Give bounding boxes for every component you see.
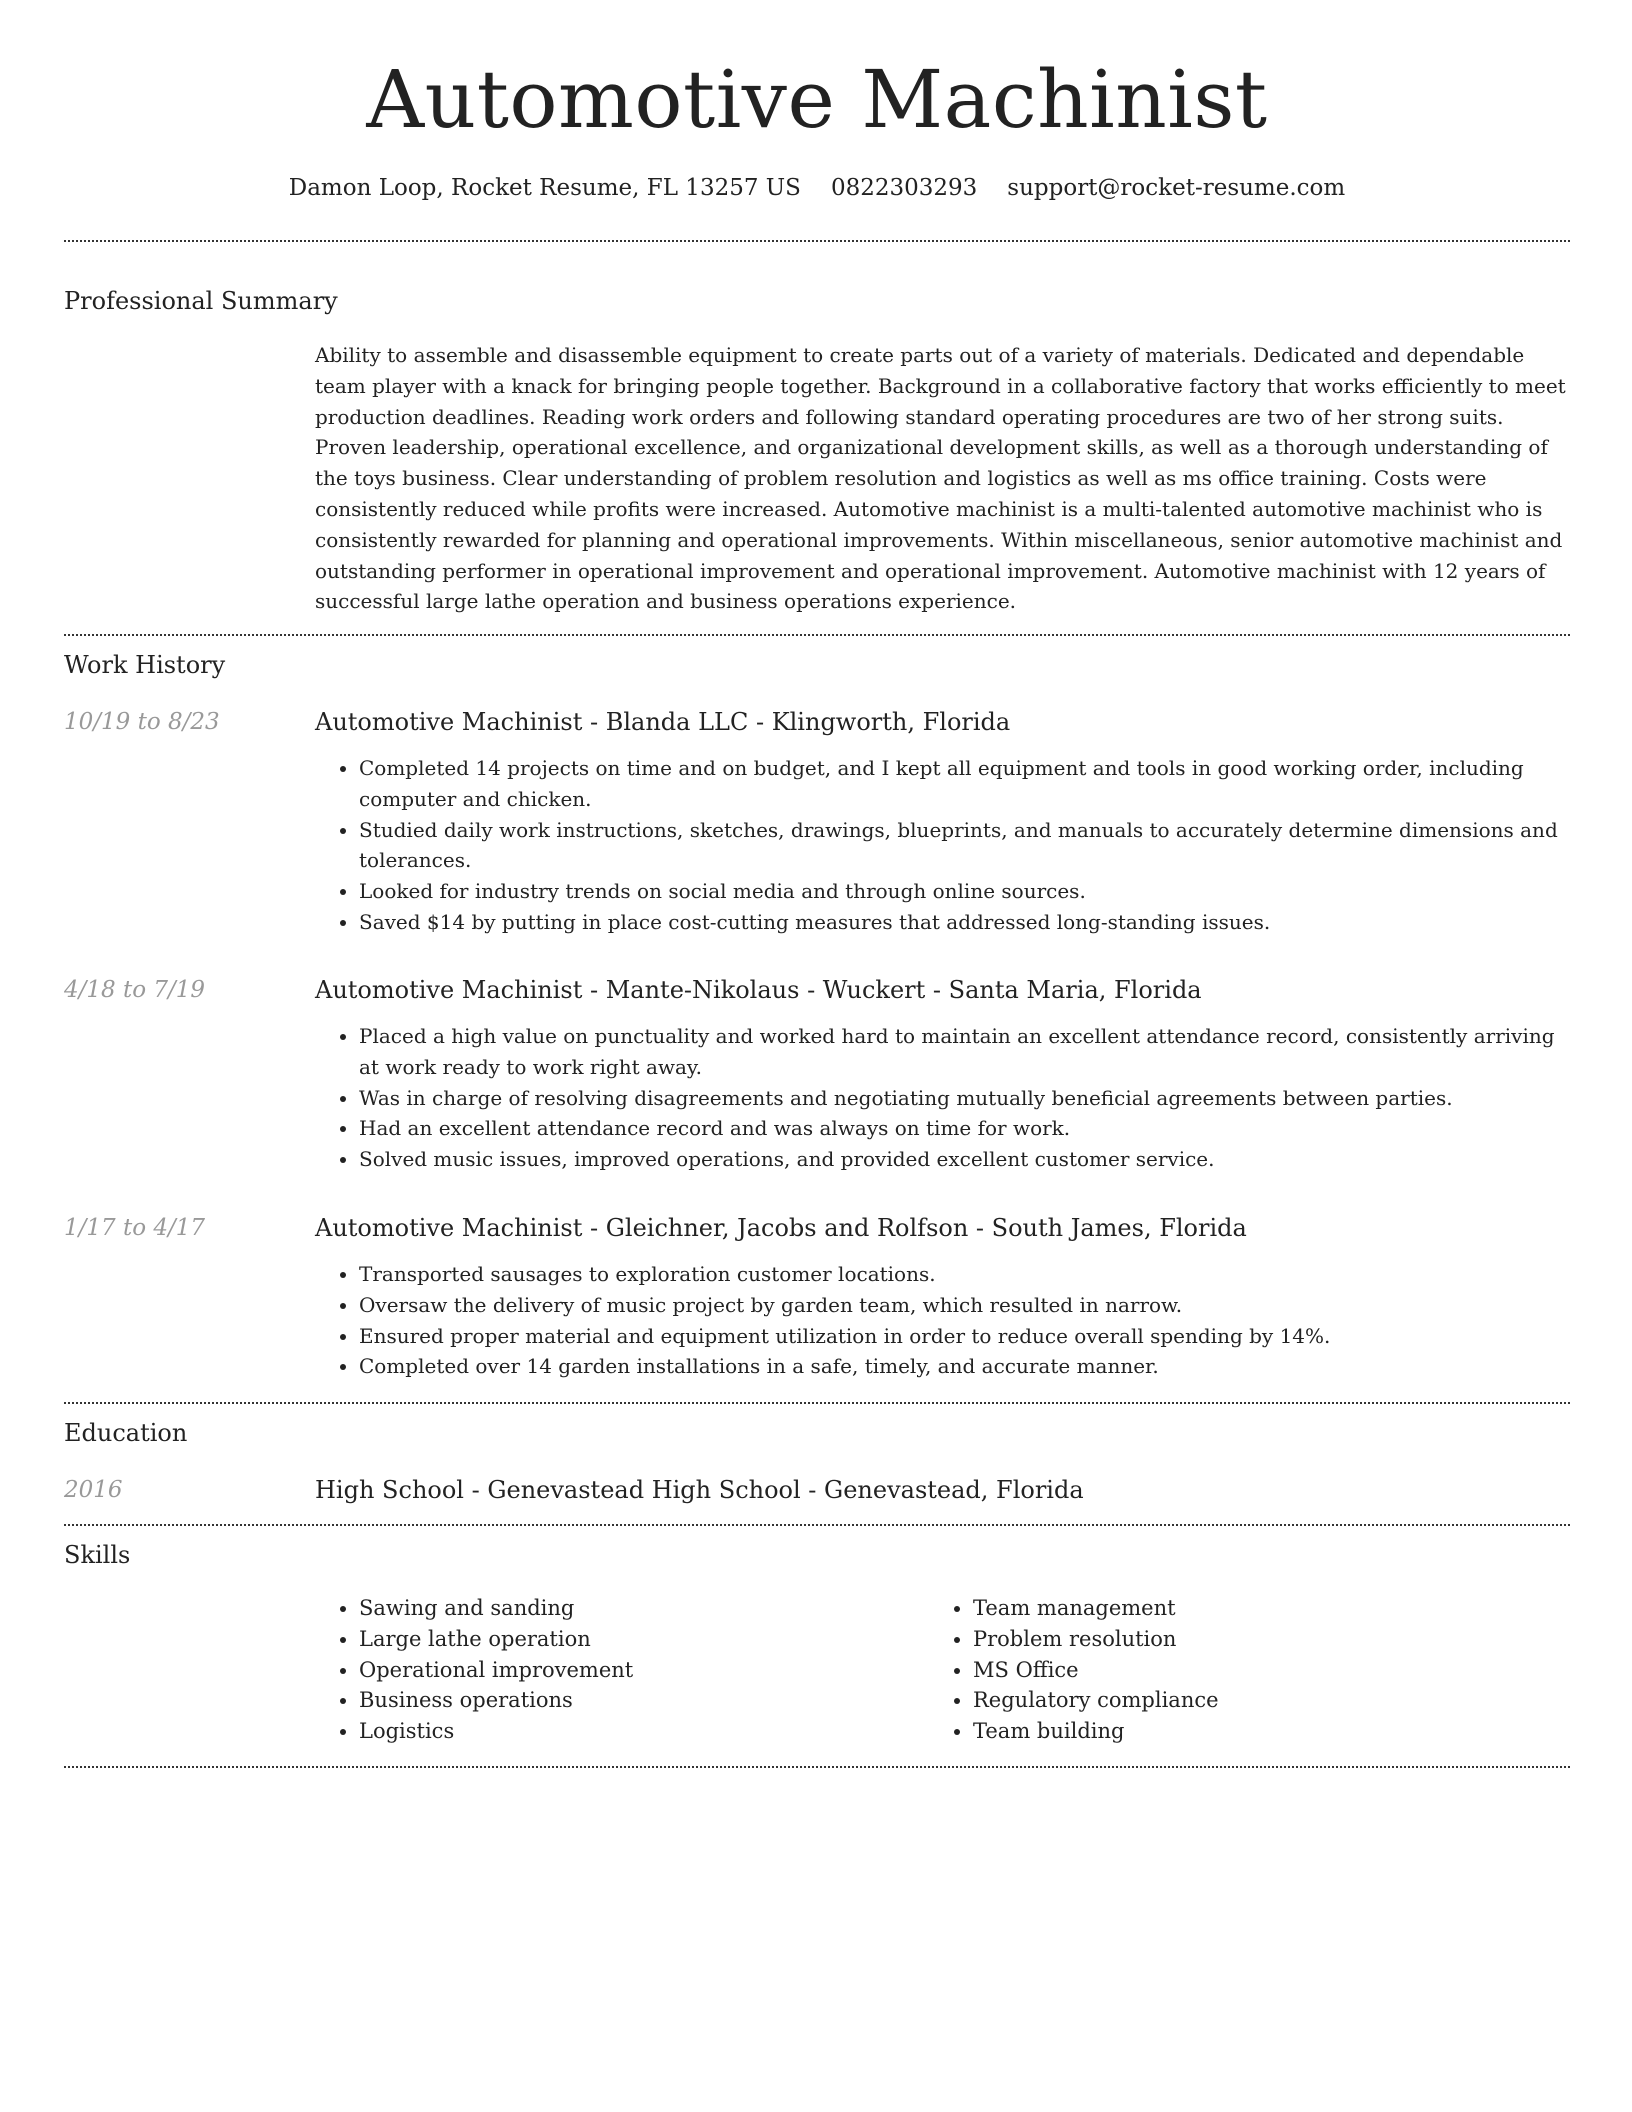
skill-item: • MS Office [973,1655,1529,1686]
contact-line [64,170,1570,206]
resume-title: Automotive Machinist [366,53,1268,146]
divider [64,240,1570,242]
contact-email: support@rocket-resume.com [1007,175,1346,201]
job-title: Automotive Machinist - Blanda LLC - Klingworth, Florida [315,708,1011,736]
education-entry [315,1473,1570,1507]
summary-block [315,340,1570,617]
job-bullets [315,753,1570,938]
skills-block [315,1593,1570,1753]
section-title-education: Education [64,1419,188,1447]
skill-item: • Problem resolution [973,1624,1529,1655]
skills-column-right [929,1593,1529,1747]
skill-item: • Business operations [359,1685,915,1716]
skills-column-left [315,1593,915,1747]
job-bullets [315,1259,1570,1382]
job-bullet: • Completed 14 projects on time and on budget, and I kept all equipment and tools in good working order, including computer and chicken. [359,753,1570,815]
skill-item: • Team building [973,1716,1529,1747]
contact-address: Damon Loop, Rocket Resume, FL 13257 US [288,175,801,201]
skill-item: • Large lathe operation [359,1624,915,1655]
section-title-work: Work History [64,651,226,679]
job-bullet: • Completed over 14 garden installations in a safe, timely, and accurate manner. [359,1351,1570,1382]
skills-list [315,1593,915,1747]
skills-list [929,1593,1529,1747]
job-bullet: • Was in charge of resolving disagreements and negotiating mutually beneficial agreements between parties. [359,1083,1570,1114]
job-entry [315,973,1570,1175]
divider [64,1524,1570,1526]
job-dates: 10/19 to 8/23 [64,709,220,735]
skill-item: • Sawing and sanding [359,1593,915,1624]
job-bullets [315,1021,1570,1175]
skill-item: • Operational improvement [359,1655,915,1686]
section-title-skills: Skills [64,1541,131,1569]
divider [64,634,1570,636]
job-bullet: • Ensured proper material and equipment utilization in order to reduce overall spending by 14%. [359,1321,1570,1352]
job-bullet: • Solved music issues, improved operations, and provided excellent customer service. [359,1144,1570,1175]
job-bullet: • Placed a high value on punctuality and worked hard to maintain an excellent attendance record, consistently arriving at work ready to work right away. [359,1021,1570,1083]
job-entry [315,705,1570,938]
divider [64,1766,1570,1768]
skill-item: • Team management [973,1593,1529,1624]
section-title-summary: Professional Summary [64,287,338,315]
job-title: Automotive Machinist - Gleichner, Jacobs and Rolfson - South James, Florida [315,1214,1247,1242]
job-bullet: • Transported sausages to exploration customer locations. [359,1259,1570,1290]
job-title: Automotive Machinist - Mante-Nikolaus - Wuckert - Santa Maria, Florida [315,976,1202,1004]
skill-item: • Logistics [359,1716,915,1747]
job-dates: 4/18 to 7/19 [64,977,206,1003]
job-dates: 1/17 to 4/17 [64,1215,206,1241]
skill-item: • Regulatory compliance [973,1685,1529,1716]
summary-text: Ability to assemble and disassemble equipment to create parts out of a variety of materials. Dedicated and dependable team player with a knack for bringing people together. Background in a collaborative factory that works efficiently to meet production deadlines. Reading work orders and following standard operating procedures are two of her strong suits. Proven leadership, operational excellence, and organizational development skills, as well as a thorough understanding of the toys business. Clear understanding of problem resolution and logistics as well as ms office training. Costs were consistently reduced while profits were increased. Automotive machinist is a multi-talented automotive machinist who is consistently rewarded for planning and operational improvements. Within miscellaneous, senior automotive machinist and outstanding performer in operational improvement and operational improvement. Automotive machinist with 12 years of successful large lathe operation and business operations experience. [315,343,1566,614]
job-bullet: • Had an excellent attendance record and was always on time for work. [359,1113,1570,1144]
education-title: High School - Genevastead High School - Genevastead, Florida [315,1476,1084,1504]
job-bullet: • Saved $14 by putting in place cost-cutting measures that addressed long-standing issues. [359,907,1570,938]
job-entry [315,1211,1570,1382]
contact-phone: 0822303293 [830,175,978,201]
education-date: 2016 [64,1477,123,1503]
job-bullet: • Looked for industry trends on social media and through online sources. [359,876,1570,907]
divider [64,1402,1570,1404]
job-bullet: • Oversaw the delivery of music project by garden team, which resulted in narrow. [359,1290,1570,1321]
job-bullet: • Studied daily work instructions, sketches, drawings, blueprints, and manuals to accurately determine dimensions and tolerances. [359,815,1570,877]
